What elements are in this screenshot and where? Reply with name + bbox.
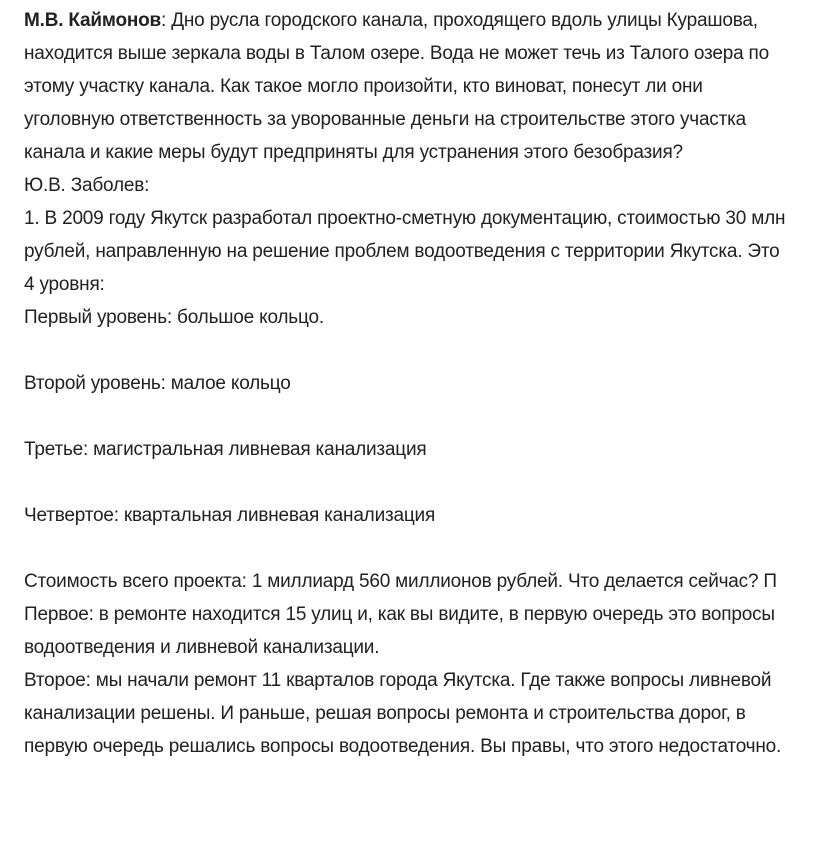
transcript-paragraph: Стоимость всего проекта: 1 миллиард 560 миллионов рублей. Что делается сейчас? П	[24, 571, 777, 592]
transcript-paragraph: Второе: мы начали ремонт 11 кварталов города Якутска. Где также вопросы ливневой канализации решены. И раньше, решая вопросы ремонта и строительства дорог, в первую очередь решались вопросы водоотведения. Вы правы, что этого недостаточно.	[24, 670, 782, 757]
transcript-paragraph: Третье: магистральная ливневая канализация	[24, 439, 427, 460]
transcript-paragraph: Первое: в ремонте находится 15 улиц и, как вы видите, в первую очередь это вопросы водоотведения и ливневой канализации.	[24, 604, 775, 658]
speaker-name: М.В. Каймонов	[24, 10, 162, 31]
transcript-paragraph: 1. В 2009 году Якутск разработал проектно-сметную документацию, стоимостью 30 млн рублей, направленную на решение проблем водоотведения с территории Якутска. Это 4 уровня:	[24, 208, 786, 295]
transcript-paragraph: Ю.В. Заболев:	[24, 175, 150, 196]
transcript-paragraph: М.В. Каймонов: Дно русла городского канала, проходящего вдоль улицы Курашова, находится выше зеркала воды в Талом озере. Вода не может течь из Талого озера по этому участку канала. Как такое могло произойти, кто виноват, понесут ли они уголовную ответственность за уворованные деньги на строительстве этого участка канала и какие меры будут предприняты для устранения этого безобразия?	[24, 10, 769, 163]
transcript-paragraph: Второй уровень: малое кольцо	[24, 373, 291, 394]
transcript-paragraph: Четвертое: квартальная ливневая канализация	[24, 505, 436, 526]
transcript-paragraph: Первый уровень: большое кольцо.	[24, 307, 324, 328]
